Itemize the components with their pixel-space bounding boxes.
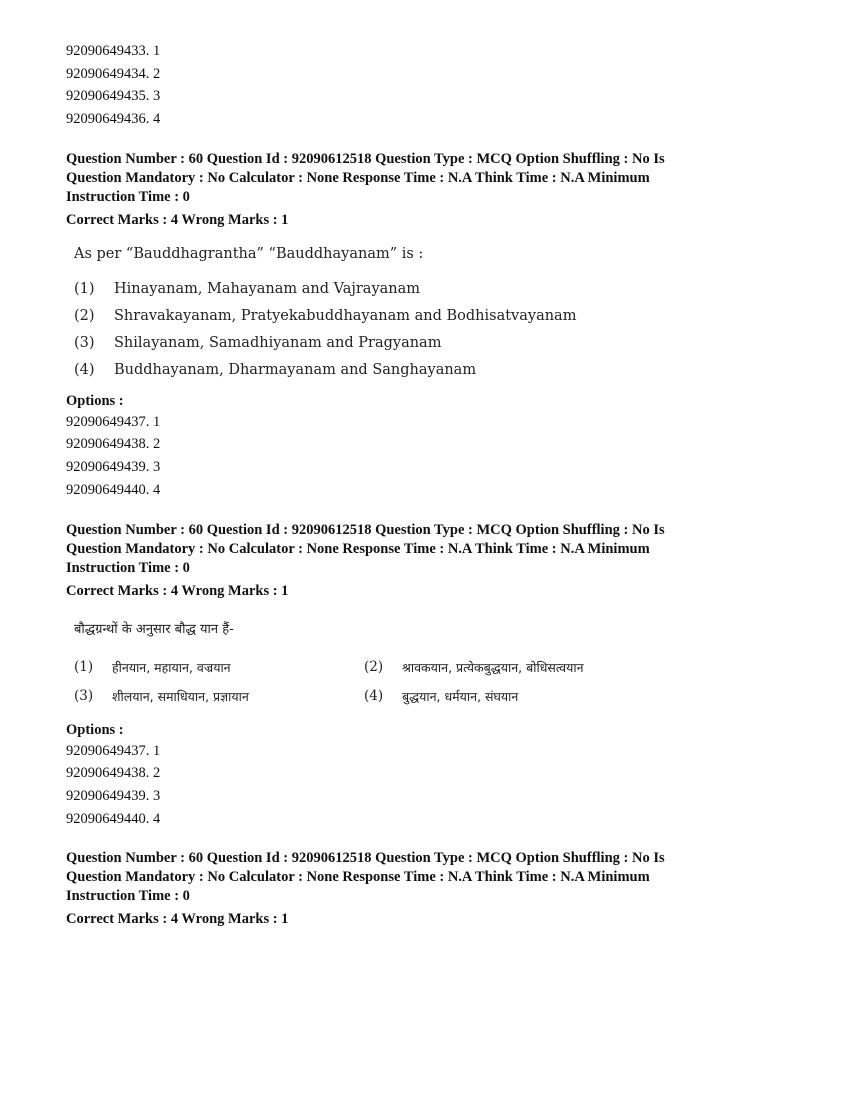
meta-line: Question Number : 60 Question Id : 92090612518 Question Type : MCQ Option Shuffling : No Is <box>66 850 665 867</box>
choice-text: बुद्धयान, धर्मयान, संघयान <box>402 688 519 704</box>
meta-line: Question Mandatory : No Calculator : None Response Time : N.A Think Time : N.A Minimum <box>66 169 650 186</box>
option-line: 92090649434. 2 <box>66 65 161 82</box>
meta-line: Question Number : 60 Question Id : 92090612518 Question Type : MCQ Option Shuffling : No Is <box>66 521 665 538</box>
choice-cell <box>364 659 764 676</box>
options-list-top <box>66 40 786 131</box>
meta-line: Question Number : 60 Question Id : 92090612518 Question Type : MCQ Option Shuffling : No Is <box>66 150 665 167</box>
choice-number: (4) <box>74 362 95 379</box>
choice-number: (1) <box>74 658 94 675</box>
choice-text: शीलयान, समाधियान, प्रज्ञायान <box>112 688 249 704</box>
choice-number: (1) <box>74 281 95 298</box>
choice-cell <box>74 659 364 676</box>
choice-row <box>74 330 786 357</box>
choice-cell <box>74 688 364 705</box>
choice-text: Buddhayanam, Dharmayanam and Sanghayanam <box>114 362 477 379</box>
choice-row <box>74 303 786 330</box>
meta-line: Question Mandatory : No Calculator : None Response Time : N.A Think Time : N.A Minimum <box>66 540 650 557</box>
meta-line: Instruction Time : 0 <box>66 559 190 576</box>
choice-text: हीनयान, महायान, वज्रयान <box>112 659 231 675</box>
english-question <box>74 246 786 384</box>
question-meta <box>66 849 786 929</box>
option-line: 92090649439. 3 <box>66 787 161 804</box>
choice-text: Hinayanam, Mahayanam and Vajrayanam <box>114 281 421 298</box>
marks-line: Correct Marks : 4 Wrong Marks : 1 <box>66 582 289 599</box>
options-label: Options : <box>66 721 124 738</box>
option-line: 92090649433. 1 <box>66 43 161 59</box>
choice-number: (3) <box>74 335 95 352</box>
option-line: 92090649438. 2 <box>66 436 161 453</box>
marks-line: Correct Marks : 4 Wrong Marks : 1 <box>66 211 289 228</box>
meta-line: Instruction Time : 0 <box>66 188 190 205</box>
choice-row <box>74 357 786 384</box>
option-line: 92090649437. 1 <box>66 742 161 759</box>
option-line: 92090649438. 2 <box>66 765 161 782</box>
option-line: 92090649440. 4 <box>66 810 161 827</box>
choice-number: (2) <box>74 308 95 325</box>
choice-number: (3) <box>74 687 94 704</box>
choice-cell <box>364 688 764 705</box>
options-list <box>66 721 786 831</box>
choice-text: Shilayanam, Samadhiyanam and Pragyanam <box>114 335 442 352</box>
options-list <box>66 392 786 502</box>
marks-line: Correct Marks : 4 Wrong Marks : 1 <box>66 911 289 928</box>
question-meta <box>66 521 786 601</box>
option-line: 92090649435. 3 <box>66 88 161 105</box>
document-page <box>66 40 786 929</box>
question-meta <box>66 150 786 230</box>
option-line: 92090649440. 4 <box>66 481 161 498</box>
options-label: Options : <box>66 392 124 409</box>
choice-row <box>74 276 786 303</box>
choice-text: श्रावकयान, प्रत्येकबुद्धयान, बोधिसत्वयान <box>402 659 584 675</box>
option-line: 92090649439. 3 <box>66 459 161 476</box>
option-line: 92090649436. 4 <box>66 111 161 128</box>
option-line: 92090649437. 1 <box>66 413 161 430</box>
choice-number: (2) <box>364 658 384 675</box>
choice-grid <box>74 659 786 705</box>
question-text: As per “Bauddhagrantha” “Bauddhayanam” is : <box>74 245 424 262</box>
meta-line: Question Mandatory : No Calculator : None Response Time : N.A Think Time : N.A Minimum <box>66 869 650 886</box>
choice-number: (4) <box>364 687 384 704</box>
question-text: बौद्धग्रन्थों के अनुसार बौद्ध यान हैं- <box>74 621 234 637</box>
hindi-question <box>74 619 786 705</box>
meta-line: Instruction Time : 0 <box>66 888 190 905</box>
choice-text: Shravakayanam, Pratyekabuddhayanam and Bodhisatvayanam <box>114 308 577 325</box>
